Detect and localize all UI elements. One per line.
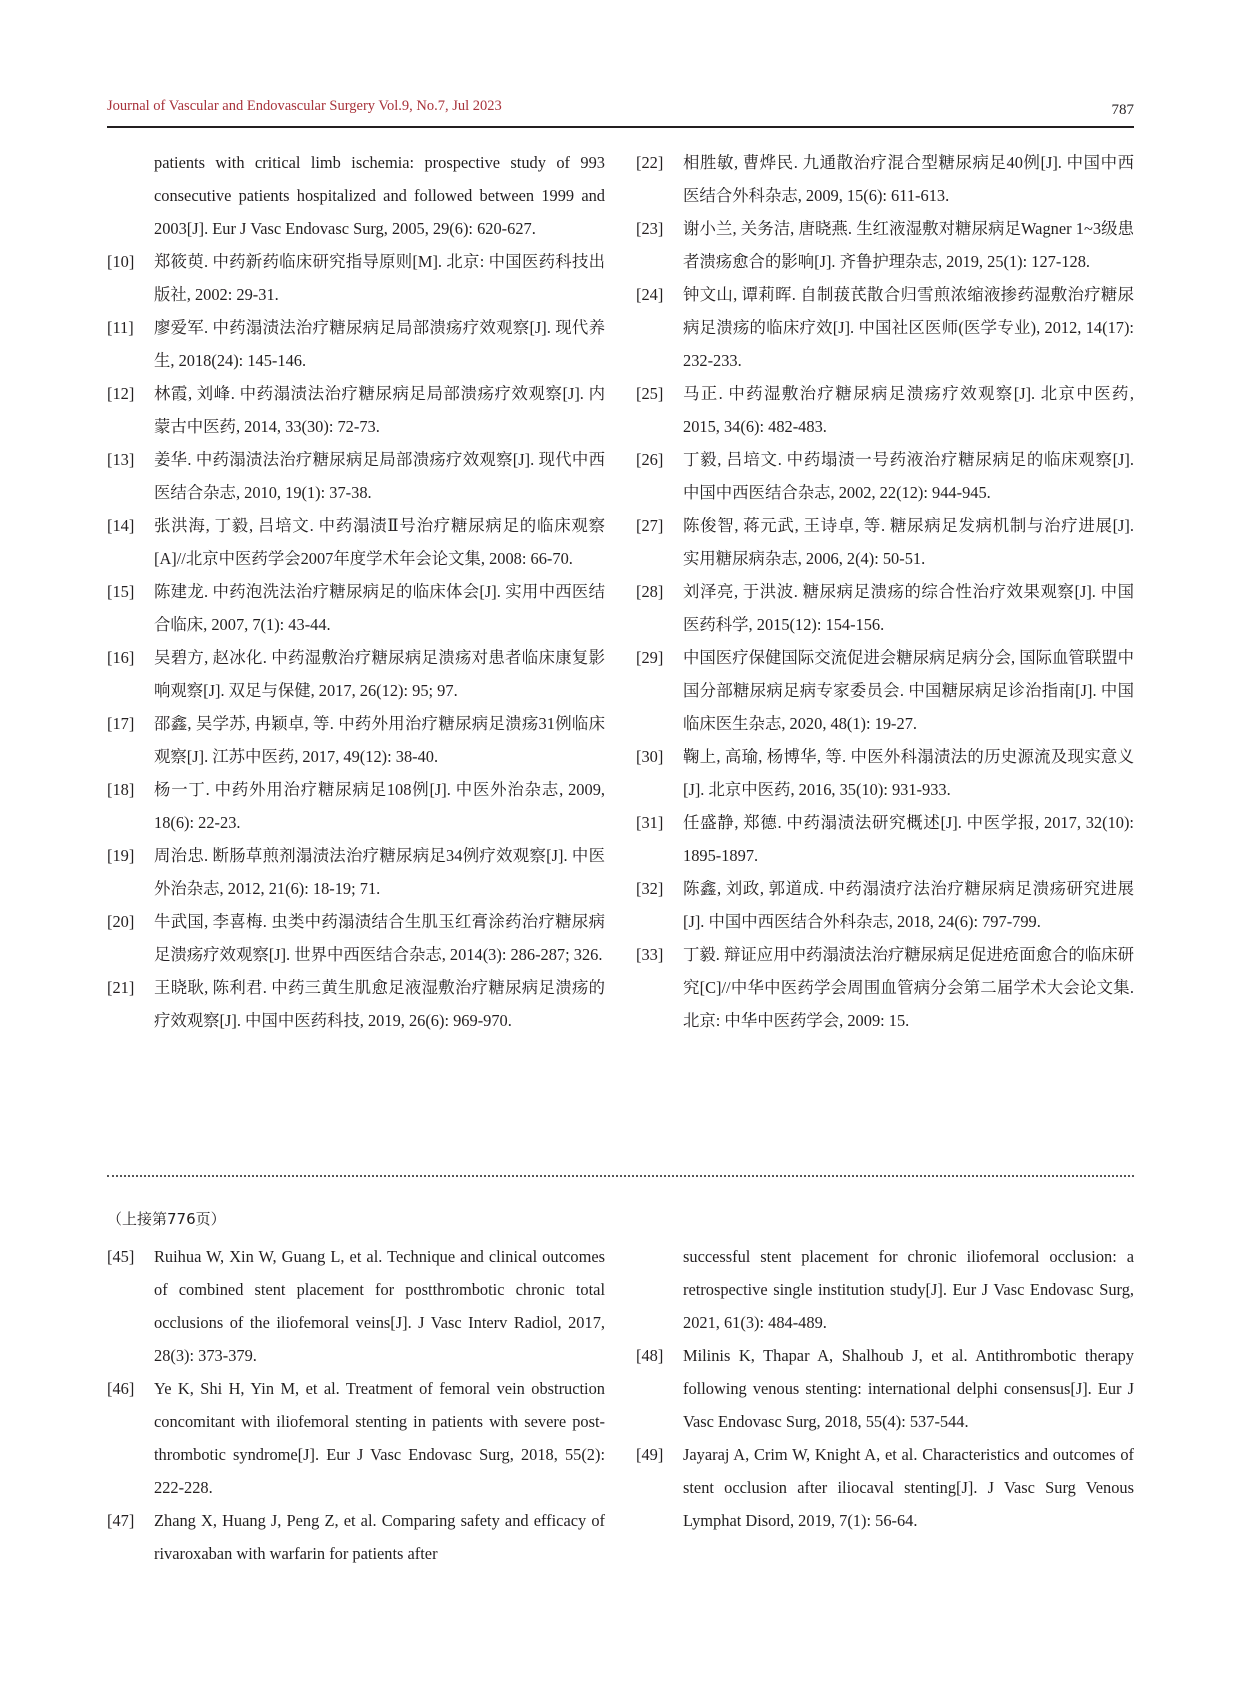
- reference-text: 任盛静, 郑德. 中药溻渍法研究概述[J]. 中医学报, 2017, 32(10): 1895-1897.: [683, 813, 1134, 865]
- reference-number: [29]: [636, 648, 664, 667]
- reference-text: 陈俊智, 蒋元武, 王诗卓, 等. 糖尿病足发病机制与治疗进展[J]. 实用糖尿病杂志, 2006, 2(4): 50-51.: [683, 516, 1134, 568]
- reference-number: [12]: [107, 384, 135, 403]
- reference-item: [636, 443, 1134, 509]
- reference-item: [636, 1438, 1134, 1537]
- page-header: [107, 96, 1134, 128]
- reference-text: 陈鑫, 刘政, 郭道成. 中药溻渍疗法治疗糖尿病足溃疡研究进展[J]. 中国中西医结合外科杂志, 2018, 24(6): 797-799.: [683, 879, 1134, 931]
- reference-item: [107, 377, 605, 443]
- reference-number: [49]: [636, 1445, 664, 1464]
- reference-number: [14]: [107, 516, 135, 535]
- reference-number: [18]: [107, 780, 135, 799]
- reference-text: Zhang X, Huang J, Peng Z, et al. Comparing safety and efficacy of rivaroxaban with warfarin for patients after: [154, 1511, 605, 1563]
- reference-item: [107, 443, 605, 509]
- reference-number: [28]: [636, 582, 664, 601]
- reference-text: 丁毅, 吕培文. 中药塌渍一号药液治疗糖尿病足的临床观察[J]. 中国中西医结合杂志, 2002, 22(12): 944-945.: [683, 450, 1134, 502]
- reference-text: 钟文山, 谭莉晖. 自制菝芪散合归雪煎浓缩液掺药湿敷治疗糖尿病足溃疡的临床疗效[J]. 中国社区医师(医学专业), 2012, 14(17): 232-233.: [683, 285, 1134, 370]
- reference-item: [107, 245, 605, 311]
- reference-number: [24]: [636, 285, 664, 304]
- reference-item: [636, 509, 1134, 575]
- reference-text: 张洪海, 丁毅, 吕培文. 中药溻渍Ⅱ号治疗糖尿病足的临床观察[A]//北京中医药学会2007年度学术年会论文集, 2008: 66-70.: [154, 516, 605, 568]
- reference-item: [636, 1240, 1134, 1339]
- reference-number: [19]: [107, 846, 135, 865]
- reference-item: [636, 641, 1134, 740]
- reference-item: [636, 872, 1134, 938]
- reference-item: [107, 146, 605, 245]
- reference-item: [107, 575, 605, 641]
- reference-text: 周治忠. 断肠草煎剂溻渍法治疗糖尿病足34例疗效观察[J]. 中医外治杂志, 2012, 21(6): 18-19; 71.: [154, 846, 605, 898]
- reference-number: [45]: [107, 1247, 135, 1266]
- reference-number: [27]: [636, 516, 664, 535]
- reference-text: Ye K, Shi H, Yin M, et al. Treatment of femoral vein obstruction concomitant with iliofemoral stenting in patients with severe post-thrombotic syndrome[J]. Eur J Vasc Endovasc Surg, 2018, 55(2): 222-228.: [154, 1379, 605, 1497]
- reference-item: [107, 311, 605, 377]
- reference-number: [23]: [636, 219, 664, 238]
- reference-text: 王晓耿, 陈利君. 中药三黄生肌愈足液湿敷治疗糖尿病足溃疡的疗效观察[J]. 中国中医药科技, 2019, 26(6): 969-970.: [154, 978, 605, 1030]
- section-divider: [107, 1175, 1134, 1177]
- reference-number: [48]: [636, 1346, 664, 1365]
- reference-text: 吴碧方, 赵冰化. 中药湿敷治疗糖尿病足溃疡对患者临床康复影响观察[J]. 双足与保健, 2017, 26(12): 95; 97.: [154, 648, 605, 700]
- reference-item: [107, 971, 605, 1037]
- reference-text: 中国医疗保健国际交流促进会糖尿病足病分会, 国际血管联盟中国分部糖尿病足病专家委员会. 中国糖尿病足诊治指南[J]. 中国临床医生杂志, 2020, 48(1): 19-27.: [683, 648, 1134, 733]
- reference-text: patients with critical limb ischemia: prospective study of 993 consecutive patients hospitalized and followed between 1999 and 2003[J]. Eur J Vasc Endovasc Surg, 2005, 29(6): 620-627.: [154, 153, 605, 238]
- reference-number: [20]: [107, 912, 135, 931]
- reference-text: 姜华. 中药溻渍法治疗糖尿病足局部溃疡疗效观察[J]. 现代中西医结合杂志, 2010, 19(1): 37-38.: [154, 450, 605, 502]
- references-top-left-column: [107, 146, 605, 1037]
- reference-text: 林霞, 刘峰. 中药溻渍法治疗糖尿病足局部溃疡疗效观察[J]. 内蒙古中医药, 2014, 33(30): 72-73.: [154, 384, 605, 436]
- reference-item: [107, 641, 605, 707]
- reference-text: Milinis K, Thapar A, Shalhoub J, et al. Antithrombotic therapy following venous stenting: international delphi consensus[J]. Eur J Vasc Endovasc Surg, 2018, 55(4): 537-544.: [683, 1346, 1134, 1431]
- reference-text: 邵鑫, 吴学苏, 冉颖卓, 等. 中药外用治疗糖尿病足溃疡31例临床观察[J]. 江苏中医药, 2017, 49(12): 38-40.: [154, 714, 605, 766]
- reference-item: [636, 1339, 1134, 1438]
- reference-item: [636, 806, 1134, 872]
- reference-item: [107, 707, 605, 773]
- reference-text: Jayaraj A, Crim W, Knight A, et al. Characteristics and outcomes of stent occlusion after iliocaval stenting[J]. J Vasc Surg Venous Lymphat Disord, 2019, 7(1): 56-64.: [683, 1445, 1134, 1530]
- reference-number: [25]: [636, 384, 664, 403]
- reference-number: [46]: [107, 1379, 135, 1398]
- journal-title: Journal of Vascular and Endovascular Surgery Vol.9, No.7, Jul 2023: [107, 98, 502, 114]
- reference-item: [636, 575, 1134, 641]
- reference-item: [636, 377, 1134, 443]
- continuation-note: （上接第776页）: [107, 1210, 226, 1228]
- reference-item: [107, 509, 605, 575]
- references-bottom-right-column: [636, 1240, 1134, 1537]
- reference-number: [33]: [636, 945, 664, 964]
- reference-text: successful stent placement for chronic iliofemoral occlusion: a retrospective single institution study[J]. Eur J Vasc Endovasc Surg, 2021, 61(3): 484-489.: [683, 1247, 1134, 1332]
- reference-item: [107, 839, 605, 905]
- reference-number: [47]: [107, 1511, 135, 1530]
- page-number: 787: [1111, 102, 1134, 118]
- reference-text: Ruihua W, Xin W, Guang L, et al. Technique and clinical outcomes of combined stent placement for postthrombotic chronic total occlusions of the iliofemoral veins[J]. J Vasc Interv Radiol, 2017, 28(3): 373-379.: [154, 1247, 605, 1365]
- reference-number: [17]: [107, 714, 135, 733]
- reference-item: [107, 1504, 605, 1570]
- reference-number: [32]: [636, 879, 664, 898]
- reference-item: [107, 1372, 605, 1504]
- reference-item: [636, 938, 1134, 1037]
- references-top-right-column: [636, 146, 1134, 1037]
- reference-number: [26]: [636, 450, 664, 469]
- reference-number: [30]: [636, 747, 664, 766]
- reference-text: 陈建龙. 中药泡洗法治疗糖尿病足的临床体会[J]. 实用中西医结合临床, 2007, 7(1): 43-44.: [154, 582, 605, 634]
- reference-text: 相胜敏, 曹烨民. 九通散治疗混合型糖尿病足40例[J]. 中国中西医结合外科杂志, 2009, 15(6): 611-613.: [683, 153, 1134, 205]
- reference-text: 谢小兰, 关务洁, 唐晓燕. 生红液湿敷对糖尿病足Wagner 1~3级患者溃疡愈合的影响[J]. 齐鲁护理杂志, 2019, 25(1): 127-128.: [683, 219, 1134, 271]
- reference-number: [10]: [107, 252, 135, 271]
- reference-item: [636, 278, 1134, 377]
- reference-item: [107, 773, 605, 839]
- reference-text: 刘泽亮, 于洪波. 糖尿病足溃疡的综合性治疗效果观察[J]. 中国医药科学, 2015(12): 154-156.: [683, 582, 1134, 634]
- reference-text: 牛武国, 李喜梅. 虫类中药溻渍结合生肌玉红膏涂药治疗糖尿病足溃疡疗效观察[J]. 世界中西医结合杂志, 2014(3): 286-287; 326.: [154, 912, 605, 964]
- reference-item: [107, 905, 605, 971]
- reference-number: [22]: [636, 153, 664, 172]
- reference-number: [13]: [107, 450, 135, 469]
- reference-number: [11]: [107, 318, 134, 337]
- reference-item: [107, 1240, 605, 1372]
- reference-text: 杨一丁. 中药外用治疗糖尿病足108例[J]. 中医外治杂志, 2009, 18(6): 22-23.: [154, 780, 605, 832]
- reference-item: [636, 146, 1134, 212]
- reference-number: [16]: [107, 648, 135, 667]
- reference-item: [636, 740, 1134, 806]
- references-bottom-left-column: [107, 1240, 605, 1570]
- reference-item: [636, 212, 1134, 278]
- reference-text: 鞠上, 高瑜, 杨博华, 等. 中医外科溻渍法的历史源流及现实意义[J]. 北京中医药, 2016, 35(10): 931-933.: [683, 747, 1134, 799]
- reference-text: 丁毅. 辩证应用中药溻渍法治疗糖尿病足促进疮面愈合的临床研究[C]//中华中医药学会周围血管病分会第二届学术大会论文集. 北京: 中华中医药学会, 2009: 15.: [683, 945, 1134, 1030]
- reference-number: [21]: [107, 978, 135, 997]
- reference-number: [15]: [107, 582, 135, 601]
- reference-number: [31]: [636, 813, 664, 832]
- reference-text: 马正. 中药湿敷治疗糖尿病足溃疡疗效观察[J]. 北京中医药, 2015, 34(6): 482-483.: [683, 384, 1134, 436]
- reference-text: 廖爱军. 中药溻渍法治疗糖尿病足局部溃疡疗效观察[J]. 现代养生, 2018(24): 145-146.: [154, 318, 605, 370]
- reference-text: 郑筱萸. 中药新药临床研究指导原则[M]. 北京: 中国医药科技出版社, 2002: 29-31.: [154, 252, 605, 304]
